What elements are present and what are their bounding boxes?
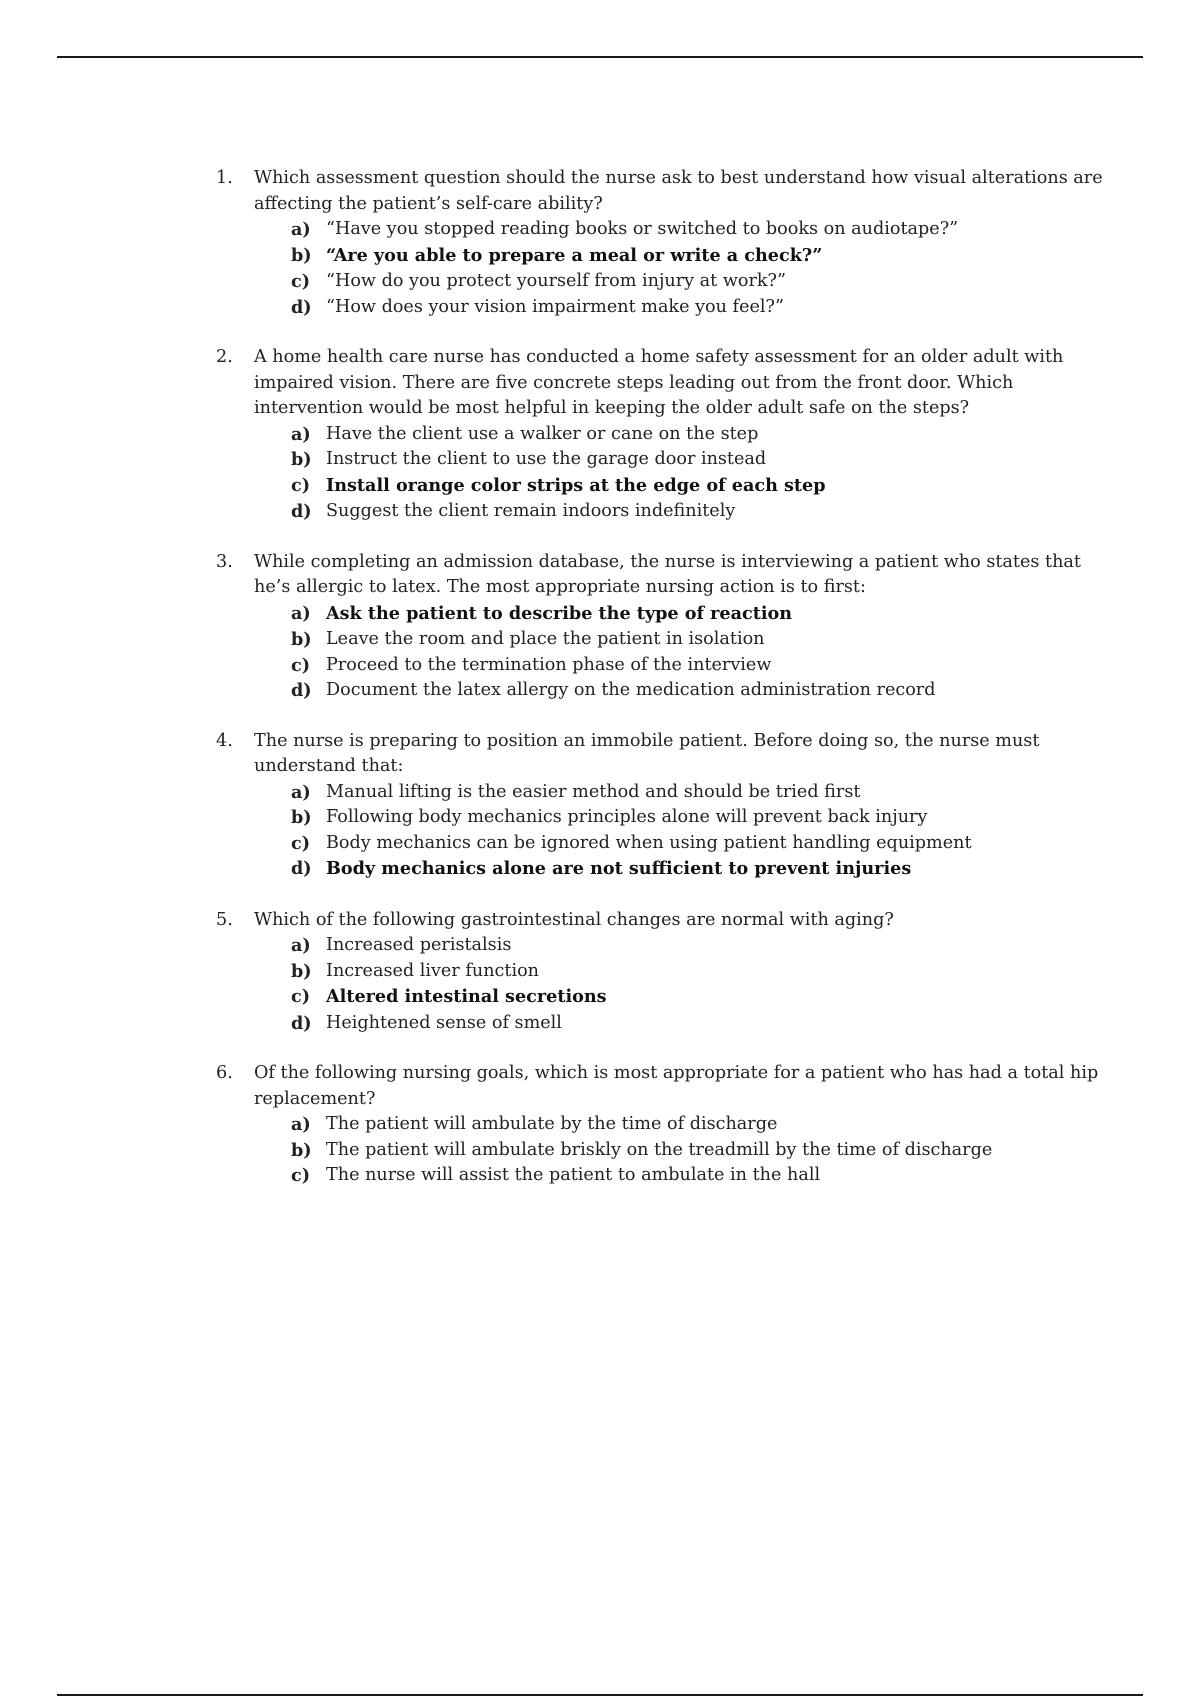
option-text: Proceed to the termination phase of the interview [326, 654, 772, 675]
option-letter: d) [291, 501, 312, 522]
option-c [291, 269, 1116, 295]
option-text: Body mechanics alone are not sufficient to prevent injuries [326, 858, 912, 879]
option-letter: b) [291, 449, 312, 470]
option-b [291, 447, 1116, 473]
question-4 [216, 729, 1116, 883]
question-number: 1. [216, 168, 233, 188]
question-text: Of the following nursing goals, which is most appropriate for a patient who has had a total hip replacement? [254, 1063, 1099, 1109]
option-c [291, 653, 1116, 679]
option-d [291, 1011, 1116, 1037]
option-text: Increased peristalsis [326, 935, 512, 955]
option-text: Altered intestinal secretions [326, 986, 607, 1007]
option-text: The patient will ambulate briskly on the treadmill by the time of discharge [326, 1139, 993, 1160]
option-c-correct [291, 984, 1116, 1011]
option-text: “Are you able to prepare a meal or write a check?” [326, 244, 823, 266]
option-text: Install orange color strips at the edge of each step [326, 474, 826, 496]
option-letter: c) [291, 654, 311, 676]
question-text: While completing an admission database, the nurse is interviewing a patient who states that he’s allergic to latex. The most appropriate nursing action is to first: [254, 551, 1081, 597]
option-text: “How does your vision impairment make you feel?” [326, 296, 784, 317]
option-letter: a) [291, 602, 311, 624]
option-list [254, 601, 1116, 704]
option-b [291, 805, 1116, 831]
option-letter: c) [291, 1165, 311, 1186]
option-letter: c) [291, 474, 311, 496]
option-letter: a) [291, 423, 311, 445]
option-text: “How do you protect yourself from injury at work?” [326, 271, 786, 291]
question-number: 5. [216, 909, 233, 930]
option-list [254, 1112, 1116, 1189]
question-text: A home health care nurse has conducted a home safety assessment for an older adult with impaired vision. There are five concrete steps leading out from the front door. Which intervention would be most helpful in keeping the older adult safe on the steps? [254, 347, 1064, 418]
option-text: Instruct the client to use the garage door instead [326, 449, 767, 469]
option-a-correct [291, 601, 1116, 628]
option-letter: b) [291, 244, 312, 266]
option-letter: b) [291, 960, 312, 982]
option-text: The nurse will assist the patient to ambulate in the hall [326, 1165, 821, 1185]
option-a [291, 780, 1116, 806]
question-5 [216, 908, 1116, 1037]
option-b [291, 959, 1116, 985]
question-number: 3. [216, 551, 233, 572]
option-d [291, 678, 1116, 704]
option-c-correct [291, 473, 1116, 500]
option-list [254, 217, 1116, 320]
option-text: The patient will ambulate by the time of discharge [326, 1114, 778, 1134]
option-text: Manual lifting is the easier method and should be tried first [326, 781, 861, 802]
option-letter: a) [291, 935, 311, 956]
option-b [291, 1138, 1116, 1164]
option-letter: b) [291, 1139, 312, 1161]
option-list [254, 933, 1116, 1036]
option-text: “Have you stopped reading books or switched to books on audiotape?” [326, 219, 959, 239]
option-list [254, 422, 1116, 525]
bottom-rule [57, 1694, 1143, 1696]
option-b-correct [291, 243, 1116, 270]
option-letter: d) [291, 1012, 312, 1034]
option-letter: c) [291, 986, 311, 1007]
option-a [291, 1112, 1116, 1138]
option-b [291, 627, 1116, 653]
option-c [291, 831, 1116, 857]
option-letter: d) [291, 680, 312, 701]
option-letter: b) [291, 807, 312, 828]
question-number: 4. [216, 730, 233, 751]
option-text: Have the client use a walker or cane on the step [326, 423, 759, 444]
option-text: Increased liver function [326, 960, 539, 981]
option-text: Ask the patient to describe the type of reaction [326, 602, 793, 624]
option-letter: d) [291, 858, 312, 879]
option-letter: d) [291, 296, 312, 318]
option-list [254, 780, 1116, 883]
question-text: Which assessment question should the nurse ask to best understand how visual alterations are affecting the patient’s self-care ability? [254, 168, 1103, 214]
question-2 [216, 345, 1116, 525]
question-number: 2. [216, 347, 233, 367]
question-number: 6. [216, 1063, 233, 1083]
option-text: Suggest the client remain indoors indefinitely [326, 501, 736, 521]
option-letter: a) [291, 219, 311, 240]
option-d-correct [291, 856, 1116, 883]
question-6 [216, 1061, 1116, 1189]
option-letter: a) [291, 1114, 311, 1135]
option-text: Following body mechanics principles alone will prevent back injury [326, 807, 928, 827]
question-1 [216, 166, 1116, 320]
question-3 [216, 550, 1116, 704]
option-text: Body mechanics can be ignored when using patient handling equipment [326, 832, 972, 853]
question-text: Which of the following gastrointestinal changes are normal with aging? [254, 909, 894, 930]
question-text: The nurse is preparing to position an immobile patient. Before doing so, the nurse must understand that: [254, 730, 1040, 776]
option-letter: b) [291, 629, 312, 650]
option-d [291, 499, 1116, 525]
question-list [216, 166, 1116, 1214]
option-c [291, 1163, 1116, 1189]
option-text: Leave the room and place the patient in isolation [326, 629, 765, 649]
option-letter: c) [291, 271, 311, 292]
option-a [291, 422, 1116, 448]
option-letter: c) [291, 832, 311, 854]
option-a [291, 217, 1116, 243]
option-letter: a) [291, 781, 311, 803]
option-text: Heightened sense of smell [326, 1012, 562, 1033]
option-d [291, 295, 1116, 321]
option-text: Document the latex allergy on the medication administration record [326, 680, 936, 700]
option-a [291, 933, 1116, 959]
top-rule [57, 56, 1143, 58]
